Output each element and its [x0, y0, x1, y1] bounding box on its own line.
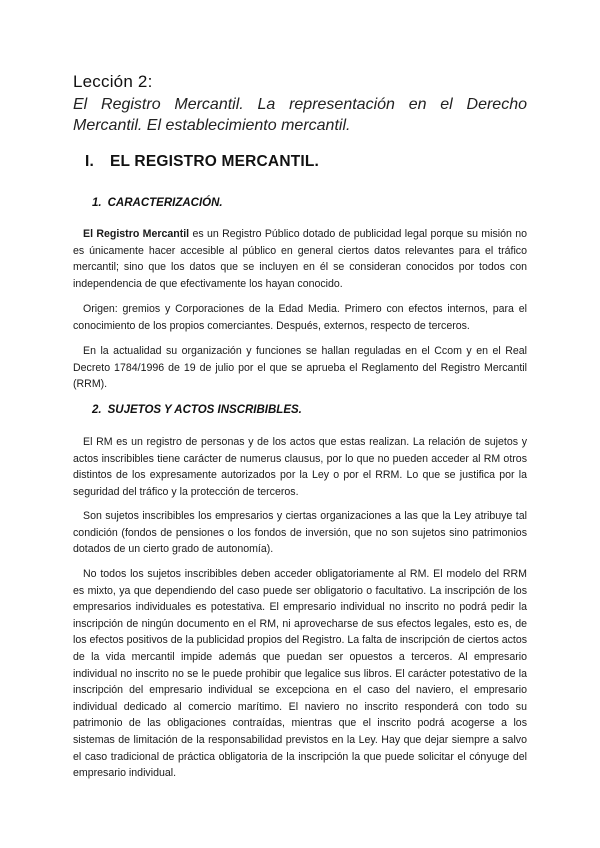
paragraph-text: No todos los sujetos inscribibles deben acceder obligatoriamente al RM. El modelo del RRM es mixto, ya que dependiendo del caso puede ser obligatorio o facultativo. La inscripción de los empresarios individuales es potestativa. El empresario individual no inscrito no podrá pedir la inscripción de ningún documento en el RM, ni aprovecharse de sus efectos legales, esto es, de los efectos positivos de la publicidad propios del Registro. La falta de inscripción de ciertos actos de la vida mercantil impide además que puedan ser opuestos a terceros. Al empresario individual no inscrito no se le puede prohibir que legalice sus libros. El carácter potestativo de la inscripción del empresario individual se excepciona en el caso del naviero, el empresario individual dedicado al comercio marítimo. El naviero no inscrito responderá con todo su patrimonio de las obligaciones contraídas, mientras que el inscrito podrá acogerse a los sistemas de limitación de la responsabilidad previstos en la Ley. Hay que dejar siempre a salvo el caso tradicional de práctica obligatoria de la inscripción la que puede solicitar el cónyuge del empresario individual. — [73, 568, 528, 780]
paragraph-text: En la actualidad su organización y funciones se hallan reguladas en el Ccom y en el Real Decreto 1784/1996 de 19 de julio por el que se aprueba el Reglamento del Registro Mercantil (RRM). — [73, 345, 527, 391]
subsection-heading-caracterizacion — [92, 197, 223, 209]
lesson-subtitle: El Registro Mercantil. La representación en el Derecho Mercantil. El establecimiento mercantil. — [73, 96, 527, 134]
paragraph-text: El RM es un registro de personas y de los actos que estas realizan. La relación de sujetos y actos inscribibles tiene carácter de numerus clausus, por lo que no pueden acceder al RM otros distintos de los expresamente autorizados por la Ley o por el RRM. Lo que se justifica por la seguridad del tráfico y la protección de terceros. — [73, 436, 527, 498]
paragraph-text: es un Registro Público dotado de publicidad legal porque su misión no es únicamente hacer accesible al público en general ciertos datos relevantes para el tráfico mercantil; sino que los datos que se incluyen en él se consideran conocidos por todos con independencia de que efectivamente los hayan conocido. — [73, 228, 527, 290]
subsection-number: 1. — [92, 197, 102, 209]
subsection-title: CARACTERIZACIÓN. — [107, 197, 223, 209]
paragraph-definition — [73, 226, 527, 292]
paragraph-text: Origen: gremios y Corporaciones de la Edad Media. Primero con efectos internos, para el conocimiento de los propios comerciantes. Después, externos, respecto de terceros. — [73, 303, 527, 332]
section-heading-registro-mercantil — [85, 153, 319, 171]
paragraph-regulation — [73, 343, 527, 393]
paragraph-text: Son sujetos inscribibles los empresarios y ciertas organizaciones a las que la Ley atribuye tal condición (fondos de pensiones o los fondos de inversión, que no son sujetos sino patrimonios dotados de un cierto grado de autonomía). — [73, 510, 527, 556]
section-title: EL REGISTRO MERCANTIL. — [110, 153, 320, 170]
paragraph-mandatory-registration — [73, 566, 527, 782]
paragraph-registrable-subjects — [73, 508, 527, 558]
paragraph-registry-of-persons — [73, 434, 527, 500]
paragraph-origin — [73, 301, 527, 334]
lesson-title: Lección 2: — [73, 72, 153, 91]
bold-term: El Registro Mercantil — [83, 228, 190, 240]
subsection-number: 2. — [92, 404, 102, 416]
subsection-title: SUJETOS Y ACTOS INSCRIBIBLES. — [107, 404, 302, 416]
subsection-heading-sujetos — [92, 404, 302, 416]
section-number: I. — [85, 153, 95, 170]
